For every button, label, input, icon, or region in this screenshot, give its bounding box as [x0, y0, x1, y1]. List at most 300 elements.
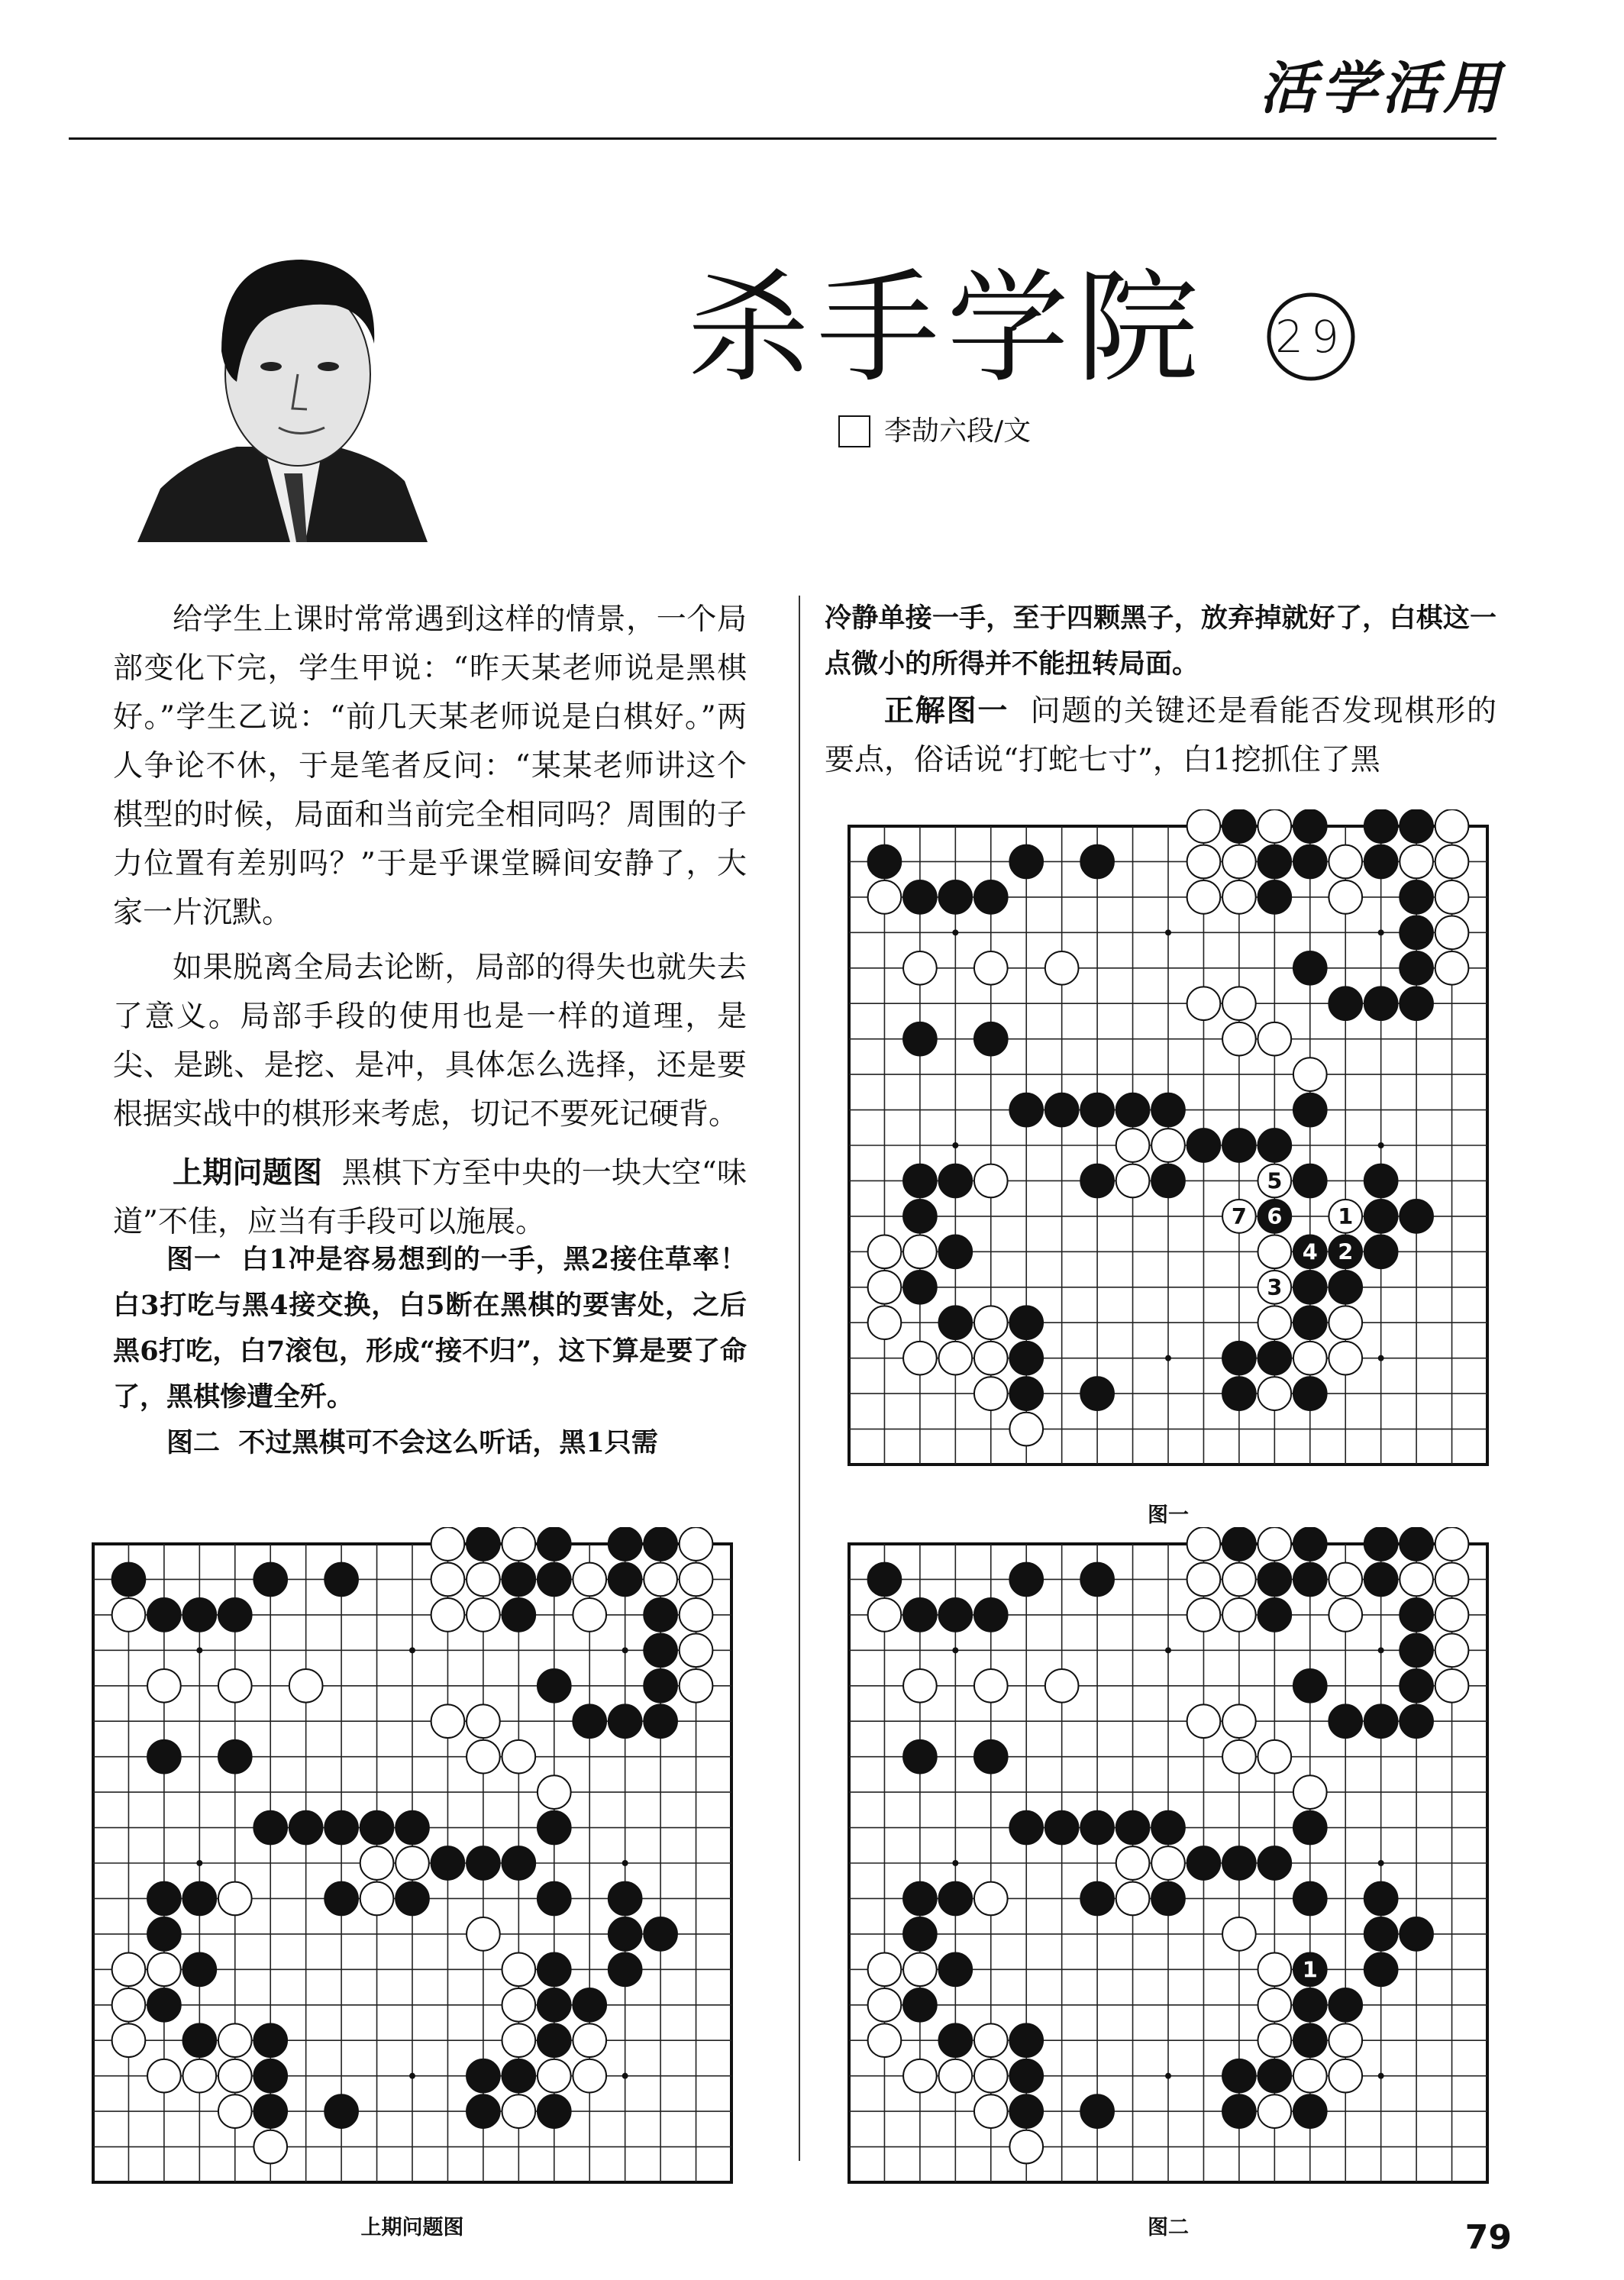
white-stone — [1435, 1634, 1469, 1668]
black-stone — [467, 1846, 500, 1880]
white-stone — [974, 1164, 1008, 1198]
black-stone — [868, 845, 902, 879]
star-point — [196, 1647, 202, 1653]
svg-text:5: 5 — [1267, 1167, 1283, 1194]
black-stone — [183, 1882, 217, 1916]
white-stone — [1435, 809, 1469, 843]
white-stone — [1258, 1740, 1292, 1774]
black-stone — [1080, 845, 1114, 879]
white-stone — [1435, 951, 1469, 985]
white-stone — [360, 1882, 394, 1916]
black-stone — [1116, 1093, 1150, 1127]
white-stone — [644, 1563, 677, 1597]
white-stone — [1329, 880, 1362, 914]
black-stone — [253, 1563, 287, 1597]
white-stone — [1258, 809, 1292, 843]
black-stone — [1364, 1563, 1398, 1597]
white-stone — [868, 1271, 902, 1304]
fig2-lead: 图二 — [166, 1427, 221, 1458]
black-stone — [396, 1811, 429, 1845]
white-stone — [467, 1598, 500, 1632]
star-point — [622, 2073, 628, 2079]
white-stone — [680, 1669, 713, 1703]
white-stone — [1116, 1846, 1150, 1880]
black-stone — [1293, 1527, 1327, 1561]
black-stone — [1009, 1306, 1043, 1339]
black-stone — [1400, 1669, 1433, 1703]
black-stone — [1080, 1377, 1114, 1410]
white-stone — [1222, 1598, 1256, 1632]
white-stone — [1045, 951, 1079, 985]
white-stone — [868, 1988, 902, 2022]
black-stone — [1329, 1988, 1362, 2022]
black-stone — [1258, 1129, 1292, 1162]
black-stone — [644, 1527, 677, 1561]
black-stone — [467, 2059, 500, 2093]
white-stone — [1258, 2094, 1292, 2128]
star-point — [1378, 1355, 1384, 1361]
white-stone — [868, 2023, 902, 2057]
black-stone — [538, 1669, 571, 1703]
black-stone — [609, 1563, 642, 1597]
paragraph-1: 给学生上课时常常遇到这样的情景，一个局部变化下完，学生甲说：“昨天某老师说是黑棋好。”学生乙说：“前几天某老师说是白棋好。”两人争论不休，于是笔者反问：“某某老师讲这个棋型的时候，局面和当前完全相同吗？周围的子力位置有差别吗？”于是乎课堂瞬间安静了，大家一片沉默。 — [113, 602, 747, 930]
black-stone — [1187, 1129, 1221, 1162]
black-stone — [147, 1988, 181, 2022]
white-stone — [1009, 1413, 1043, 1446]
white-stone — [1116, 1129, 1150, 1162]
white-stone — [431, 1704, 465, 1738]
board-problem-canvas — [76, 1527, 748, 2199]
white-stone — [1329, 1342, 1362, 1375]
star-point — [1165, 1355, 1171, 1361]
white-stone — [1258, 1271, 1292, 1304]
black-stone — [253, 2094, 287, 2128]
caption-fig2: 图二 — [1148, 2216, 1189, 2240]
white-stone — [218, 2059, 252, 2093]
white-stone — [1329, 1598, 1362, 1632]
black-stone — [1080, 1811, 1114, 1845]
black-stone — [644, 1704, 677, 1738]
black-stone — [939, 1164, 973, 1198]
white-stone — [1151, 1129, 1185, 1162]
black-stone — [1400, 1917, 1433, 1951]
black-stone — [1364, 845, 1398, 879]
white-stone — [1187, 1563, 1221, 1597]
svg-text:7: 7 — [1231, 1203, 1247, 1230]
black-stone — [147, 1740, 181, 1774]
author-portrait — [107, 229, 443, 542]
star-point — [1378, 1142, 1384, 1148]
solution-text: 问题的关键还是看能否发现棋形的要点，俗话说“打蛇七寸”，白1挖抓住了黑 — [825, 694, 1496, 777]
white-stone — [1187, 880, 1221, 914]
black-stone — [573, 1988, 606, 2022]
black-stone — [939, 1882, 973, 1916]
caption-problem: 上期问题图 — [360, 2216, 464, 2240]
white-stone — [1400, 845, 1433, 879]
star-point — [1378, 929, 1384, 935]
black-stone — [1222, 1846, 1256, 1880]
black-stone — [538, 1882, 571, 1916]
byline-box-icon — [838, 415, 870, 447]
black-stone — [644, 1634, 677, 1668]
black-stone — [1400, 1634, 1433, 1668]
black-stone — [538, 1563, 571, 1597]
black-stone — [974, 1022, 1008, 1056]
black-stone — [1364, 1882, 1398, 1916]
white-stone — [112, 1953, 146, 1987]
white-stone — [1116, 1164, 1150, 1198]
black-stone — [939, 1306, 973, 1339]
black-stone — [1329, 1271, 1362, 1304]
black-stone — [360, 1811, 394, 1845]
white-stone — [1187, 845, 1221, 879]
solution-lead: 正解图一 — [884, 694, 1009, 728]
black-stone — [1329, 987, 1362, 1020]
white-stone — [1187, 987, 1221, 1020]
black-stone — [538, 1988, 571, 2022]
black-stone — [1293, 1306, 1327, 1339]
white-stone — [502, 2023, 536, 2057]
black-stone — [1293, 1164, 1327, 1198]
white-stone — [1329, 1563, 1362, 1597]
white-stone — [1116, 1882, 1150, 1916]
white-stone — [1329, 2023, 1362, 2057]
white-stone — [903, 1342, 937, 1375]
black-stone — [644, 1669, 677, 1703]
black-stone — [324, 1811, 358, 1845]
black-stone — [183, 2023, 217, 2057]
cont-text: 冷静单接一手，至于四颗黑子，放弃掉就好了，白棋这一点微小的所得并不能扭转局面。 — [825, 602, 1496, 680]
white-stone — [502, 1740, 536, 1774]
fig1-text: 白1冲是容易想到的一手，黑2接住草率！白3打吃与黑4接交换，白5断在黑棋的要害处，之后黑6打吃，白7滚包，形成“接不归”，这下算是要了命了，黑棋惨遭全歼。 — [113, 1244, 747, 1413]
black-stone — [1222, 2059, 1256, 2093]
black-stone — [289, 1811, 323, 1845]
white-stone — [502, 1988, 536, 2022]
black-stone — [1364, 1235, 1398, 1269]
white-stone — [1258, 1306, 1292, 1339]
white-stone — [868, 880, 902, 914]
black-stone — [903, 1271, 937, 1304]
go-board-problem — [76, 1527, 748, 2199]
black-stone — [903, 1598, 937, 1632]
white-stone — [502, 2094, 536, 2128]
white-stone — [1222, 1022, 1256, 1056]
black-stone — [1222, 2094, 1256, 2128]
black-stone — [538, 1527, 571, 1561]
black-stone — [1009, 1377, 1043, 1410]
black-stone — [644, 1917, 677, 1951]
black-stone — [1400, 987, 1433, 1020]
black-stone — [609, 1917, 642, 1951]
white-stone — [1293, 1058, 1327, 1091]
left-intro — [113, 596, 747, 1139]
black-stone — [502, 1846, 536, 1880]
black-stone — [1258, 1846, 1292, 1880]
black-stone — [218, 1740, 252, 1774]
black-stone — [1400, 1527, 1433, 1561]
black-stone — [903, 1988, 937, 2022]
article-title — [687, 252, 1374, 405]
black-stone — [1009, 1342, 1043, 1375]
black-stone — [1151, 1164, 1185, 1198]
black-stone — [1293, 1669, 1327, 1703]
black-stone — [1258, 1598, 1292, 1632]
black-stone — [1293, 1235, 1327, 1269]
black-stone — [538, 1953, 571, 1987]
white-stone — [1187, 809, 1221, 843]
white-stone — [1187, 1527, 1221, 1561]
black-stone — [1151, 1093, 1185, 1127]
problem-lead: 上期问题图 — [173, 1156, 323, 1190]
black-stone — [1293, 1811, 1327, 1845]
black-stone — [868, 1563, 902, 1597]
black-stone — [1009, 845, 1043, 879]
white-stone — [1222, 845, 1256, 879]
black-stone — [1187, 1846, 1221, 1880]
black-stone — [939, 880, 973, 914]
column-divider — [799, 596, 800, 2161]
black-stone — [1009, 2094, 1043, 2128]
star-point — [1378, 1860, 1384, 1866]
black-stone — [1364, 809, 1398, 843]
black-stone — [253, 1811, 287, 1845]
white-stone — [1258, 2023, 1292, 2057]
star-point — [952, 929, 958, 935]
black-stone — [431, 1846, 465, 1880]
white-stone — [218, 2023, 252, 2057]
page-number: 79 — [1464, 2218, 1512, 2257]
white-stone — [431, 1527, 465, 1561]
black-stone — [1364, 1527, 1398, 1561]
black-stone — [903, 1740, 937, 1774]
black-stone — [324, 1882, 358, 1916]
black-stone — [974, 1598, 1008, 1632]
black-stone — [1009, 1563, 1043, 1597]
go-board-fig1 — [832, 809, 1504, 1481]
black-stone — [1293, 1953, 1327, 1987]
white-stone — [680, 1527, 713, 1561]
white-stone — [538, 2059, 571, 2093]
black-stone — [502, 1598, 536, 1632]
white-stone — [396, 1846, 429, 1880]
white-stone — [680, 1598, 713, 1632]
white-stone — [218, 1669, 252, 1703]
black-stone — [1293, 809, 1327, 843]
white-stone — [1187, 1704, 1221, 1738]
white-stone — [974, 1669, 1008, 1703]
white-stone — [974, 951, 1008, 985]
black-stone — [903, 1200, 937, 1233]
fig1-lead: 图一 — [166, 1244, 221, 1275]
white-stone — [502, 1527, 536, 1561]
header-rule — [69, 137, 1496, 140]
black-stone — [1045, 1811, 1079, 1845]
black-stone — [1329, 1235, 1362, 1269]
white-stone — [974, 1342, 1008, 1375]
black-stone — [1080, 2094, 1114, 2128]
black-stone — [1329, 1704, 1362, 1738]
white-stone — [680, 1634, 713, 1668]
star-point — [1378, 1647, 1384, 1653]
white-stone — [1009, 2130, 1043, 2164]
issue-number-badge — [1265, 291, 1357, 383]
black-stone — [1080, 1563, 1114, 1597]
black-stone — [1151, 1882, 1185, 1916]
white-stone — [360, 1846, 394, 1880]
white-stone — [1329, 1306, 1362, 1339]
black-stone — [1364, 1953, 1398, 1987]
white-stone — [1435, 880, 1469, 914]
star-point — [952, 1142, 958, 1148]
black-stone — [1293, 1093, 1327, 1127]
solution-section — [825, 687, 1496, 785]
black-stone — [1080, 1093, 1114, 1127]
black-stone — [396, 1882, 429, 1916]
black-stone — [1258, 2059, 1292, 2093]
fig-explanations — [113, 1237, 747, 1466]
title-text: 杀手学院 — [687, 257, 1207, 399]
white-stone — [1222, 1917, 1256, 1951]
white-stone — [1400, 1563, 1433, 1597]
black-stone — [253, 2023, 287, 2057]
black-stone — [1293, 1377, 1327, 1410]
black-stone — [218, 1598, 252, 1632]
white-stone — [1329, 845, 1362, 879]
black-stone — [573, 1704, 606, 1738]
black-stone — [1364, 1200, 1398, 1233]
white-stone — [431, 1563, 465, 1597]
black-stone — [1400, 1598, 1433, 1632]
black-stone — [1080, 1164, 1114, 1198]
black-stone — [502, 2059, 536, 2093]
black-stone — [1293, 1271, 1327, 1304]
white-stone — [467, 1917, 500, 1951]
white-stone — [903, 951, 937, 985]
white-stone — [147, 2059, 181, 2093]
running-head: 活学活用 — [1260, 56, 1504, 121]
white-stone — [1329, 2059, 1362, 2093]
star-point — [952, 1860, 958, 1866]
white-stone — [431, 1598, 465, 1632]
black-stone — [1400, 809, 1433, 843]
black-stone — [903, 1882, 937, 1916]
black-stone — [1293, 1563, 1327, 1597]
black-stone — [974, 880, 1008, 914]
star-point — [1378, 2073, 1384, 2079]
problem-text: 黑棋下方至中央的一块大空“味道”不佳，应当有手段可以施展。 — [113, 1156, 747, 1239]
black-stone — [1080, 1882, 1114, 1916]
black-stone — [1400, 880, 1433, 914]
black-stone — [324, 2094, 358, 2128]
white-stone — [903, 2059, 937, 2093]
board-fig2-canvas — [832, 1527, 1504, 2199]
white-stone — [218, 2094, 252, 2128]
white-stone — [502, 1953, 536, 1987]
svg-text:6: 6 — [1267, 1203, 1283, 1230]
white-stone — [183, 2059, 217, 2093]
white-stone — [1258, 1527, 1292, 1561]
black-stone — [538, 2023, 571, 2057]
black-stone — [1293, 1882, 1327, 1916]
svg-text:2: 2 — [1338, 1238, 1354, 1265]
black-stone — [1293, 951, 1327, 985]
white-stone — [573, 2059, 606, 2093]
white-stone — [1222, 1704, 1256, 1738]
black-stone — [1400, 951, 1433, 985]
black-stone — [609, 1953, 642, 1987]
white-stone — [939, 2059, 973, 2093]
white-stone — [573, 1563, 606, 1597]
white-stone — [1222, 1200, 1256, 1233]
star-point — [1165, 2073, 1171, 2079]
white-stone — [1187, 1598, 1221, 1632]
black-stone — [1222, 809, 1256, 843]
black-stone — [903, 880, 937, 914]
black-stone — [939, 2023, 973, 2057]
svg-text:1: 1 — [1302, 1956, 1318, 1983]
white-stone — [1329, 1200, 1362, 1233]
black-stone — [903, 1022, 937, 1056]
black-stone — [1045, 1093, 1079, 1127]
white-stone — [1222, 987, 1256, 1020]
svg-text:4: 4 — [1302, 1238, 1318, 1265]
black-stone — [1293, 2023, 1327, 2057]
fig2-text: 不过黑棋可不会这么听话，黑1只需 — [238, 1427, 658, 1458]
go-board-fig2 — [832, 1527, 1504, 2199]
white-stone — [573, 1598, 606, 1632]
white-stone — [112, 1598, 146, 1632]
black-stone — [467, 1527, 500, 1561]
board-fig1-canvas — [832, 809, 1504, 1481]
black-stone — [253, 2059, 287, 2093]
black-stone — [1258, 1563, 1292, 1597]
star-point — [409, 1647, 415, 1653]
white-stone — [939, 1342, 973, 1375]
black-stone — [609, 1882, 642, 1916]
problem-section — [113, 1149, 747, 1247]
white-stone — [903, 1953, 937, 1987]
star-point — [622, 1860, 628, 1866]
white-stone — [974, 1882, 1008, 1916]
black-stone — [1116, 1811, 1150, 1845]
black-stone — [1009, 1811, 1043, 1845]
black-stone — [1400, 1200, 1433, 1233]
white-stone — [680, 1563, 713, 1597]
black-stone — [1400, 1704, 1433, 1738]
black-stone — [1364, 1704, 1398, 1738]
white-stone — [974, 2023, 1008, 2057]
white-stone — [868, 1235, 902, 1269]
white-stone — [1258, 1235, 1292, 1269]
white-stone — [1151, 1846, 1185, 1880]
white-stone — [974, 1306, 1008, 1339]
white-stone — [467, 1740, 500, 1774]
white-stone — [467, 1563, 500, 1597]
black-stone — [1364, 1164, 1398, 1198]
white-stone — [1293, 2059, 1327, 2093]
black-stone — [1222, 1377, 1256, 1410]
black-stone — [1258, 880, 1292, 914]
byline — [838, 412, 1031, 451]
white-stone — [1222, 880, 1256, 914]
black-stone — [112, 1563, 146, 1597]
white-stone — [147, 1953, 181, 1987]
white-stone — [868, 1598, 902, 1632]
byline-text: 李劼六段/文 — [884, 415, 1032, 447]
black-stone — [939, 1953, 973, 1987]
svg-text:1: 1 — [1338, 1203, 1354, 1230]
white-stone — [289, 1669, 323, 1703]
